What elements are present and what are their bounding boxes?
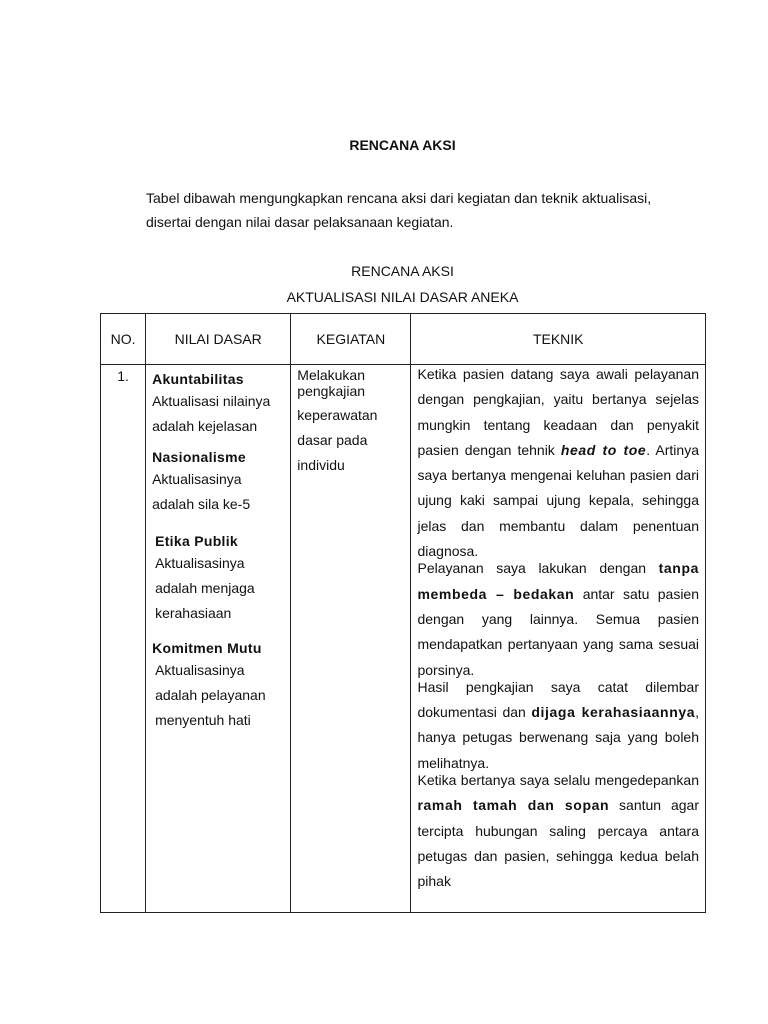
header-no: NO. <box>101 314 146 365</box>
teknik-emphasis: head to toe <box>560 441 647 458</box>
table-row <box>101 365 706 913</box>
nilai-etika-publik <box>152 531 290 626</box>
nilai-text: adalah pelayanan <box>155 687 266 703</box>
teknik-text: Pelayanan saya lakukan dengan <box>417 560 647 577</box>
table-header-row <box>101 314 706 365</box>
teknik-emphasis: dijaga kerahasiaannya <box>531 704 696 721</box>
teknik-emphasis: ramah tamah dan sopan <box>417 797 610 814</box>
nilai-text: Aktualisasi nilainya <box>152 393 271 409</box>
nilai-text: menyentuh hati <box>155 712 251 728</box>
teknik-text: Ketika pasien datang saya awali pelayanan dengan pengkajian, yaitu bertanya sejelas mungkin tentang keadaan dan penyakit pasien dengan tehnik <box>417 366 699 458</box>
kegiatan-text: pengkajian <box>297 383 366 399</box>
kegiatan-text: keperawatan <box>297 407 378 423</box>
nilai-text: Aktualisasinya <box>155 662 245 678</box>
header-teknik: TEKNIK <box>411 314 706 365</box>
nilai-akuntabilitas <box>152 369 290 439</box>
kegiatan-text: dasar pada <box>297 432 368 448</box>
page-title: RENCANA AKSI <box>349 137 456 153</box>
nilai-text: adalah sila ke-5 <box>152 496 251 512</box>
row-number: 1. <box>101 365 146 913</box>
teknik-emphasis: tanpa membeda – bedakan <box>417 560 699 602</box>
header-nilai-dasar: NILAI DASAR <box>146 314 291 365</box>
table-title: RENCANA AKSI <box>351 263 454 279</box>
nilai-nasionalisme <box>152 447 290 517</box>
teknik-text: . Artinya saya bertanya mengenai keluhan pasien dari ujung kaki sampai ujung kepala, sehingga jelas dan membantu dalam penentuan diagnosa. <box>417 441 699 560</box>
nilai-heading: Nasionalisme <box>152 449 246 465</box>
nilai-text: Aktualisasinya <box>155 555 245 571</box>
teknik-paragraph-2 <box>417 556 699 682</box>
teknik-paragraph-3 <box>417 675 699 776</box>
nilai-heading: Komitmen Mutu <box>152 640 262 656</box>
nilai-text: Aktualisasinya <box>152 471 242 487</box>
nilai-text: adalah menjaga <box>155 580 255 596</box>
kegiatan-text: Melakukan <box>297 367 365 383</box>
intro-paragraph: Tabel dibawah mengungkapkan rencana aksi dari kegiatan dan teknik aktualisasi, disertai dengan nilai dasar pelaksanaan kegiatan. <box>146 190 652 230</box>
teknik-text: antar satu pasien dengan yang lainnya. Semua pasien mendapatkan pertanyaan yang sama sesuai porsinya. <box>417 585 700 678</box>
action-plan-table <box>100 313 706 913</box>
nilai-heading: Etika Publik <box>155 533 239 549</box>
nilai-dasar-cell <box>146 365 291 913</box>
teknik-cell <box>411 365 706 913</box>
teknik-text: , hanya petugas berwenang saja yang boleh melihatnya. <box>417 704 700 771</box>
header-kegiatan: KEGIATAN <box>291 314 411 365</box>
teknik-text: santun agar tercipta hubungan saling percaya antara petugas dan pasien, sehingga kedua belah pihak <box>417 797 699 890</box>
teknik-paragraph-1 <box>417 362 699 564</box>
nilai-text: kerahasiaan <box>155 605 232 621</box>
table-subtitle: AKTUALISASI NILAI DASAR ANEKA <box>286 289 519 305</box>
nilai-heading: Akuntabilitas <box>152 371 244 387</box>
teknik-text: Hasil pengkajian saya catat dilembar dokumentasi dan <box>417 678 699 721</box>
nilai-komitmen-mutu <box>152 638 290 733</box>
teknik-paragraph-4 <box>417 768 699 894</box>
teknik-text: Ketika bertanya saya selalu mengedepankan <box>417 772 699 789</box>
kegiatan-text: individu <box>297 457 345 473</box>
kegiatan-cell <box>291 365 411 913</box>
nilai-text: adalah kejelasan <box>152 418 258 434</box>
